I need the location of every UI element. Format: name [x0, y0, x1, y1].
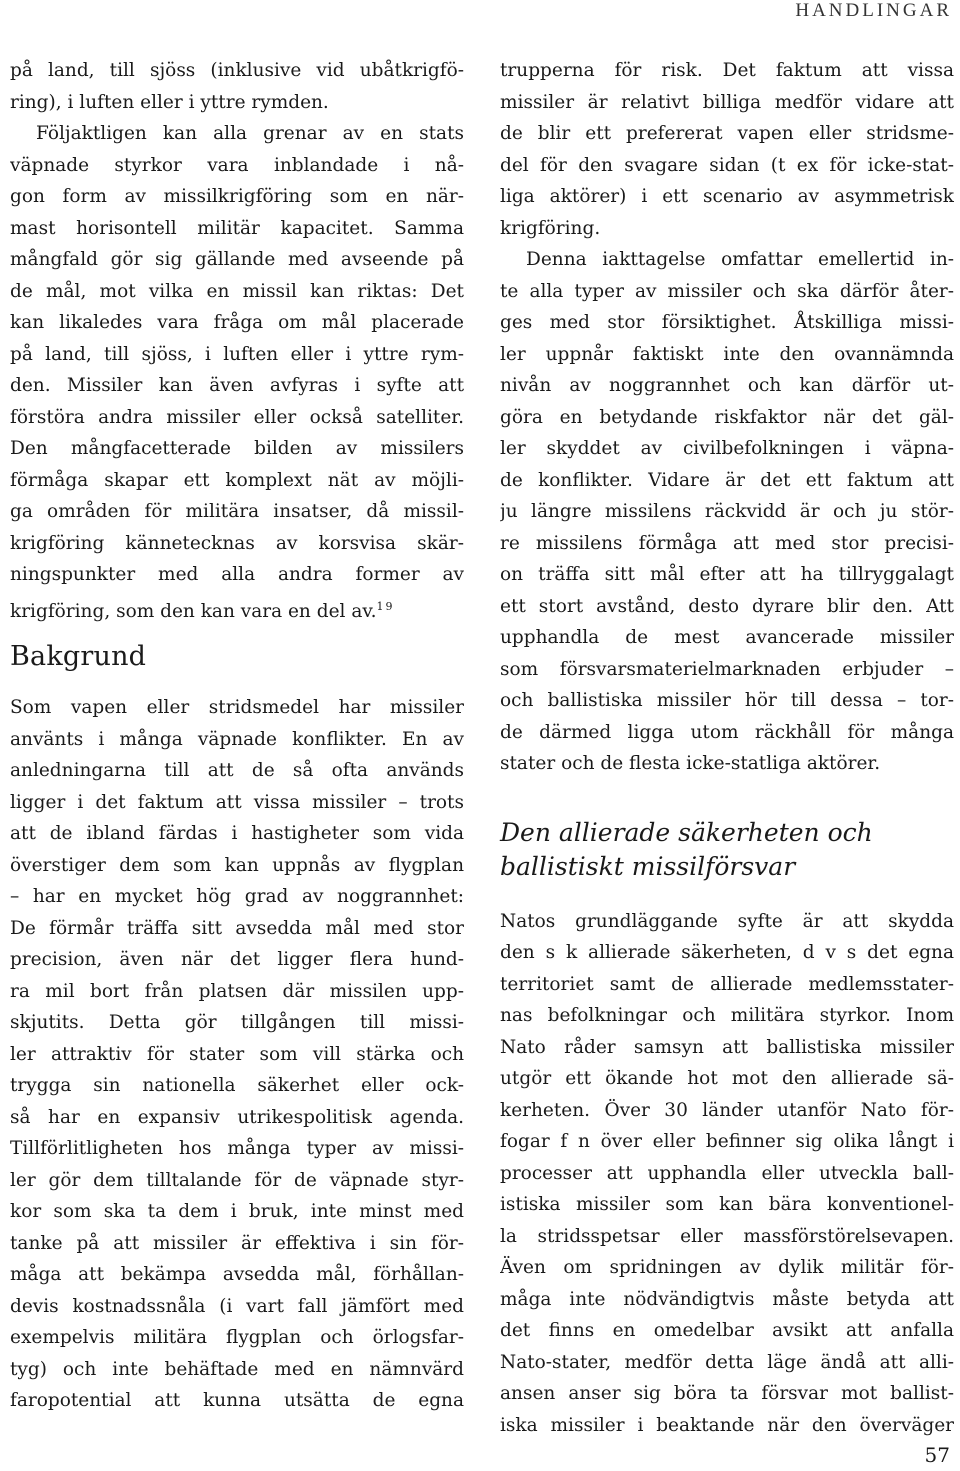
text-line: väpnade styrkor vara inblandade i nå-: [10, 154, 464, 176]
text-line: te alla typer av missiler och ska därför åter-: [500, 280, 954, 302]
text-line: ett stort avstånd, desto dyrare blir den. Att: [500, 595, 954, 617]
text-line: nas befolkningar och militära styrkor. Inom: [500, 1005, 954, 1026]
text-line: ler gör dem tilltalande för de väpnade styr-: [10, 1169, 464, 1191]
text-line: ansen anser sig böra ta försvar mot ballist-: [500, 1383, 954, 1404]
text-line: precision, även när det ligger flera hund-: [10, 949, 464, 970]
text-line: la stridsspetsar eller massförstörelsevapen.: [500, 1225, 954, 1247]
text-line: kan likaledes vara fråga om mål placerade: [10, 312, 464, 333]
text-line: – har en mycket hög grad av noggrannhet:: [10, 886, 464, 907]
text-line: ring), i luften eller i yttre rymden.: [10, 91, 329, 113]
text-line: ler skyddet av civilbefolkningen i väpna-: [500, 438, 954, 459]
text-line: de mål, mot vilka en missil kan riktas: Det: [10, 280, 464, 302]
text-line: territoriet samt de allierade medlemsstater-: [500, 973, 954, 995]
text-line: de konflikter. Vidare är det ett faktum att: [500, 469, 954, 491]
text-line: stater och de flesta icke-statliga aktörer.: [500, 753, 881, 774]
text-line: exempelvis militära flygplan och örlogsfar-: [10, 1327, 464, 1348]
text-line: re missilens förmåga att med stor precisi-: [500, 532, 954, 554]
text-line: ler attraktiv för stater som vill stärka och: [10, 1043, 464, 1065]
text-line: Den mångfacetterade bilden av missilers: [10, 438, 464, 459]
text-line: nivån av noggrannhet och kan därför ut-: [500, 375, 954, 396]
text-line: ju längre missilens räckvidd är och ju stör-: [500, 501, 954, 522]
text-line: på land, till sjöss, i luften eller i yttre rym-: [10, 343, 464, 365]
page-number: 57: [924, 1443, 950, 1467]
text-line: krigföring.: [500, 217, 601, 239]
text-line: [10, 591, 464, 623]
text-line: förstöra andra missiler eller också satelliter.: [10, 406, 464, 428]
text-line: Även om spridningen av dylik militär för-: [500, 1257, 954, 1278]
text-line: ler uppnår faktiskt inte den ovannämnda: [500, 343, 954, 365]
paragraph: [500, 906, 954, 1442]
text-line: anledningarna till att de så ofta används: [10, 760, 464, 781]
text-line: Som vapen eller stridsmedel har missiler: [10, 697, 464, 718]
text-line: Nato-stater, medför detta läge ändå att alli-: [500, 1351, 954, 1373]
text-line: processer att upphandla eller utveckla ball-: [500, 1162, 954, 1184]
text-line: ga områden för militära insatser, då missil-: [10, 501, 464, 522]
text-line: tanke på att missiler är effektiva i sin för-: [10, 1232, 464, 1254]
section-heading-line: Den allierade säkerheten och: [500, 817, 873, 847]
text-line: Tillförlitligheten hos många typer av missi-: [10, 1138, 464, 1159]
text-line: den. Missiler kan även avfyras i syfte att: [10, 375, 464, 396]
text-line: på land, till sjöss (inklusive vid ubåtkrigfö-: [10, 60, 464, 81]
section-heading: Bakgrund: [10, 641, 147, 672]
text-line: gon form av missilkrigföring som en när-: [10, 186, 464, 207]
text-line: ges med stor försiktighet. Åtskilliga missi-: [500, 312, 954, 333]
text-line: förmåga skapar ett komplext nät av möjli-: [10, 469, 464, 491]
footnote-reference[interactable]: 19: [376, 599, 395, 613]
text-line: göra en betydande riskfaktor när det gäl-: [500, 406, 954, 428]
text-line: de därmed ligga utom räckhåll för många: [500, 721, 954, 743]
text-line: måga att bekämpa avsedda mål, förhållan-: [10, 1264, 464, 1285]
section-heading-line: ballistiskt missilförsvar: [500, 851, 796, 881]
text-line: missiler är relativt billiga medför vidare att: [500, 91, 954, 113]
text-line: överstiger dem som kan uppnås av flygplan: [10, 854, 464, 876]
text-line: skjutits. Detta gör tillgången till missi-: [10, 1012, 464, 1033]
text-line: faropotential att kunna utsätta de egna: [10, 1390, 464, 1411]
text-line: använts i många väpnade konflikter. En av: [10, 728, 464, 750]
text-line: trygga sin nationella säkerhet eller ock-: [10, 1075, 464, 1096]
text-line: liga aktörer) i ett scenario av asymmetrisk: [500, 186, 954, 207]
paragraph: [10, 55, 464, 118]
paragraph: [500, 244, 954, 780]
text-line: istiska missiler som kan bära konventionel-: [500, 1194, 954, 1215]
text-line: Denna iakttagelse omfattar emellertid in-: [526, 249, 954, 270]
text-line: trupperna för risk. Det faktum att vissa: [500, 60, 954, 81]
text-line: den s k allierade säkerheten, d v s det egna: [500, 942, 954, 963]
text-line: kerheten. Över 30 länder utanför Nato för-: [500, 1099, 954, 1121]
text-line: del för den svagare sidan (t ex för icke-stat-: [500, 154, 954, 176]
text-line: de blir ett prefererat vapen eller stridsme-: [500, 123, 954, 144]
right-column: [500, 55, 954, 1441]
text-line: ningspunkter med alla andra former av: [10, 564, 464, 585]
text-line: fogar f n över eller befinner sig olika långt i: [500, 1131, 954, 1152]
text-fragment: krigföring, som den kan vara en del av.: [10, 600, 377, 622]
left-column: [10, 55, 464, 1417]
text-line: tyg) och inte behäftade med en nämnvärd: [10, 1358, 464, 1380]
running-head: HANDLINGAR: [795, 0, 952, 21]
paragraph: [500, 55, 954, 244]
text-line: ligger i det faktum att vissa missiler – trots: [10, 791, 464, 813]
text-line: upphandla de mest avancerade missiler: [500, 627, 954, 648]
paragraph: [10, 692, 464, 1417]
section-heading: [500, 816, 954, 884]
text-line: måga inte nödvändigtvis måste betyda att: [500, 1288, 954, 1310]
text-line: mångfald gör sig gällande med avseende på: [10, 249, 464, 270]
text-line: som försvarsmaterielmarknaden erbjuder –: [500, 658, 954, 680]
text-line: och ballistiska missiler hör till dessa – tor-: [500, 690, 954, 711]
text-line: Nato råder samsyn att ballistiska missiler: [500, 1036, 954, 1058]
paragraph: [10, 118, 464, 622]
text-line: att de ibland färdas i hastigheter som vida: [10, 823, 464, 844]
text-line: iska missiler i beaktande när den överväger: [500, 1414, 954, 1436]
text-line: så har en expansiv utrikespolitisk agenda.: [10, 1106, 464, 1128]
text-line: devis kostnadssnåla (i vart fall jämfört med: [10, 1295, 464, 1317]
text-line: kor som ska ta dem i bruk, inte minst med: [10, 1201, 464, 1222]
text-line: De förmår träffa sitt avsedda mål med stor: [10, 917, 464, 939]
text-line: ra mil bort från platsen där missilen upp-: [10, 980, 464, 1002]
text-line: krigföring kännetecknas av korsvisa skär-: [10, 532, 464, 554]
text-line: utgör ett ökande hot mot den allierade sä-: [500, 1068, 954, 1089]
text-line: on träffa sitt mål efter att ha tillryggalagt: [500, 564, 954, 585]
text-line: mast horisontell militär kapacitet. Samma: [10, 217, 464, 239]
text-line: Följaktligen kan alla grenar av en stats: [36, 123, 464, 144]
text-line: det finns en omedelbar avsikt att anfalla: [500, 1320, 954, 1341]
text-line: Natos grundläggande syfte är att skydda: [500, 910, 954, 932]
